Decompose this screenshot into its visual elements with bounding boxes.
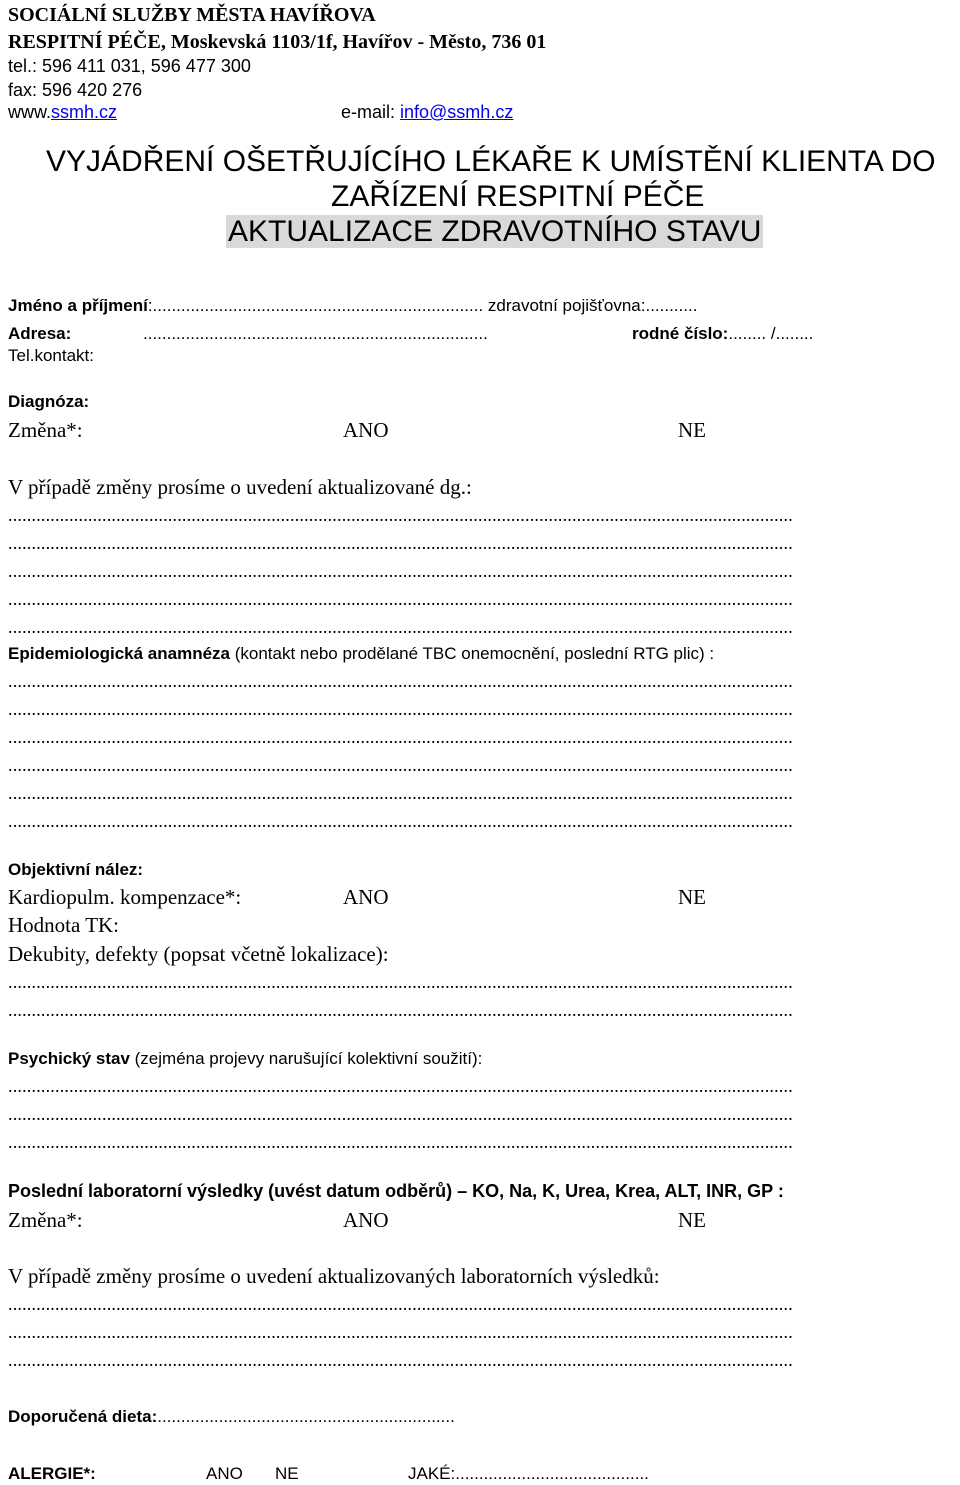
lab-no-option[interactable]: NE xyxy=(678,1208,706,1232)
org-name: SOCIÁLNÍ SLUŽBY MĚSTA HAVÍŘOVA xyxy=(8,4,376,26)
diagnosis-change-label: Změna*: xyxy=(8,418,83,442)
cardio-label: Kardiopulm. kompenzace*: xyxy=(8,885,242,909)
lab-update-text: V případě změny prosíme o uvedení aktualizovaných laboratorních výsledků: xyxy=(8,1264,660,1288)
allergy-which-field[interactable]: ......................................... xyxy=(455,1464,649,1483)
lab-line[interactable]: ....................................................................................................................................................................... xyxy=(8,1294,793,1314)
psych-line[interactable]: ....................................................................................................................................................................... xyxy=(8,1076,793,1096)
psych-row xyxy=(8,1049,482,1069)
doc-title-line1: VYJÁDŘENÍ OŠETŘUJÍCÍHO LÉKAŘE K UMÍSTĚNÍ KLIENTA DO xyxy=(46,145,936,178)
diet-label: Doporučená dieta: xyxy=(8,1407,158,1426)
diet-field[interactable]: ............................................................... xyxy=(157,1407,455,1426)
tel-contact-label: Tel.kontakt: xyxy=(8,346,94,365)
epidemiology-line[interactable]: ....................................................................................................................................................................... xyxy=(8,755,793,775)
org-tel: tel.: 596 411 031, 596 477 300 xyxy=(8,56,251,76)
epidemiology-note: (kontakt nebo prodělané TBC onemocnění, poslední RTG plic) : xyxy=(230,644,715,663)
doc-title-line3 xyxy=(226,215,763,249)
diagnosis-line[interactable]: ....................................................................................................................................................................... xyxy=(8,561,793,581)
diagnosis-no-option[interactable]: NE xyxy=(678,418,706,442)
epidemiology-line[interactable]: ....................................................................................................................................................................... xyxy=(8,811,793,831)
doc-subtitle: AKTUALIZACE ZDRAVOTNÍHO STAVU xyxy=(228,215,762,248)
psych-line[interactable]: ....................................................................................................................................................................... xyxy=(8,1104,793,1124)
birth-number-field[interactable]: ........ /........ xyxy=(728,324,814,343)
diagnosis-yes-option[interactable]: ANO xyxy=(343,418,389,442)
epidemiology-line[interactable]: ....................................................................................................................................................................... xyxy=(8,783,793,803)
diagnosis-line[interactable]: ....................................................................................................................................................................... xyxy=(8,505,793,525)
email-link[interactable]: info@ssmh.cz xyxy=(400,102,514,122)
org-address: RESPITNÍ PÉČE, Moskevská 1103/1f, Havířov - Město, 736 01 xyxy=(8,31,547,53)
lab-yes-option[interactable]: ANO xyxy=(343,1208,389,1232)
epidemiology-line[interactable]: ....................................................................................................................................................................... xyxy=(8,671,793,691)
patient-name-field[interactable]: :...................................................................... zdravotní pojišťovna:........... xyxy=(147,296,698,315)
allergy-which-row xyxy=(408,1464,649,1484)
org-fax: fax: 596 420 276 xyxy=(8,80,143,100)
diagnosis-line[interactable]: ....................................................................................................................................................................... xyxy=(8,589,793,609)
allergy-which-label: JAKÉ: xyxy=(408,1464,456,1483)
patient-address-label: Adresa: xyxy=(8,324,72,343)
patient-name-row xyxy=(8,296,697,316)
birth-number-row xyxy=(632,324,813,344)
allergy-label: ALERGIE*: xyxy=(8,1464,96,1483)
decubitus-line[interactable]: ....................................................................................................................................................................... xyxy=(8,972,793,992)
epidemiology-line[interactable]: ....................................................................................................................................................................... xyxy=(8,699,793,719)
diet-row xyxy=(8,1407,455,1427)
decubitus-line[interactable]: ....................................................................................................................................................................... xyxy=(8,1000,793,1020)
psych-note: (zejména projevy narušující kolektivní soužití): xyxy=(129,1049,483,1068)
lab-heading: Poslední laboratorní výsledky (uvést datum odběrů) – KO, Na, K, Urea, Krea, ALT, INR, GP : xyxy=(8,1181,784,1201)
epidemiology-heading: Epidemiologická anamnéza xyxy=(8,644,231,663)
psych-line[interactable]: ....................................................................................................................................................................... xyxy=(8,1132,793,1152)
epidemiology-line[interactable]: ....................................................................................................................................................................... xyxy=(8,727,793,747)
patient-address-field[interactable]: ......................................................................... xyxy=(143,324,488,343)
cardio-yes-option[interactable]: ANO xyxy=(343,885,389,909)
diagnosis-update-text: V případě změny prosíme o uvedení aktualizované dg.: xyxy=(8,475,472,499)
org-web xyxy=(8,102,117,122)
allergy-no-option[interactable]: NE xyxy=(275,1464,299,1483)
email-label: e-mail: xyxy=(341,102,401,122)
diagnosis-line[interactable]: ....................................................................................................................................................................... xyxy=(8,617,793,637)
web-link[interactable]: ssmh.cz xyxy=(51,102,118,122)
allergy-yes-option[interactable]: ANO xyxy=(206,1464,243,1483)
objective-heading: Objektivní nález: xyxy=(8,860,144,879)
epidemiology-row xyxy=(8,644,714,664)
cardio-no-option[interactable]: NE xyxy=(678,885,706,909)
web-prefix: www. xyxy=(8,102,52,122)
lab-line[interactable]: ....................................................................................................................................................................... xyxy=(8,1322,793,1342)
birth-number-label: rodné číslo: xyxy=(632,324,729,343)
org-email xyxy=(341,102,513,122)
psych-heading: Psychický stav xyxy=(8,1049,130,1068)
bp-label: Hodnota TK: xyxy=(8,913,120,937)
doc-title-line2: ZAŘÍZENÍ RESPITNÍ PÉČE xyxy=(331,180,705,213)
diagnosis-heading: Diagnóza: xyxy=(8,392,90,411)
diagnosis-line[interactable]: ....................................................................................................................................................................... xyxy=(8,533,793,553)
lab-change-label: Změna*: xyxy=(8,1208,83,1232)
decubitus-label: Dekubity, defekty (popsat včetně lokalizace): xyxy=(8,942,389,966)
lab-line[interactable]: ....................................................................................................................................................................... xyxy=(8,1350,793,1370)
patient-name-label: Jméno a příjmení xyxy=(8,296,148,315)
